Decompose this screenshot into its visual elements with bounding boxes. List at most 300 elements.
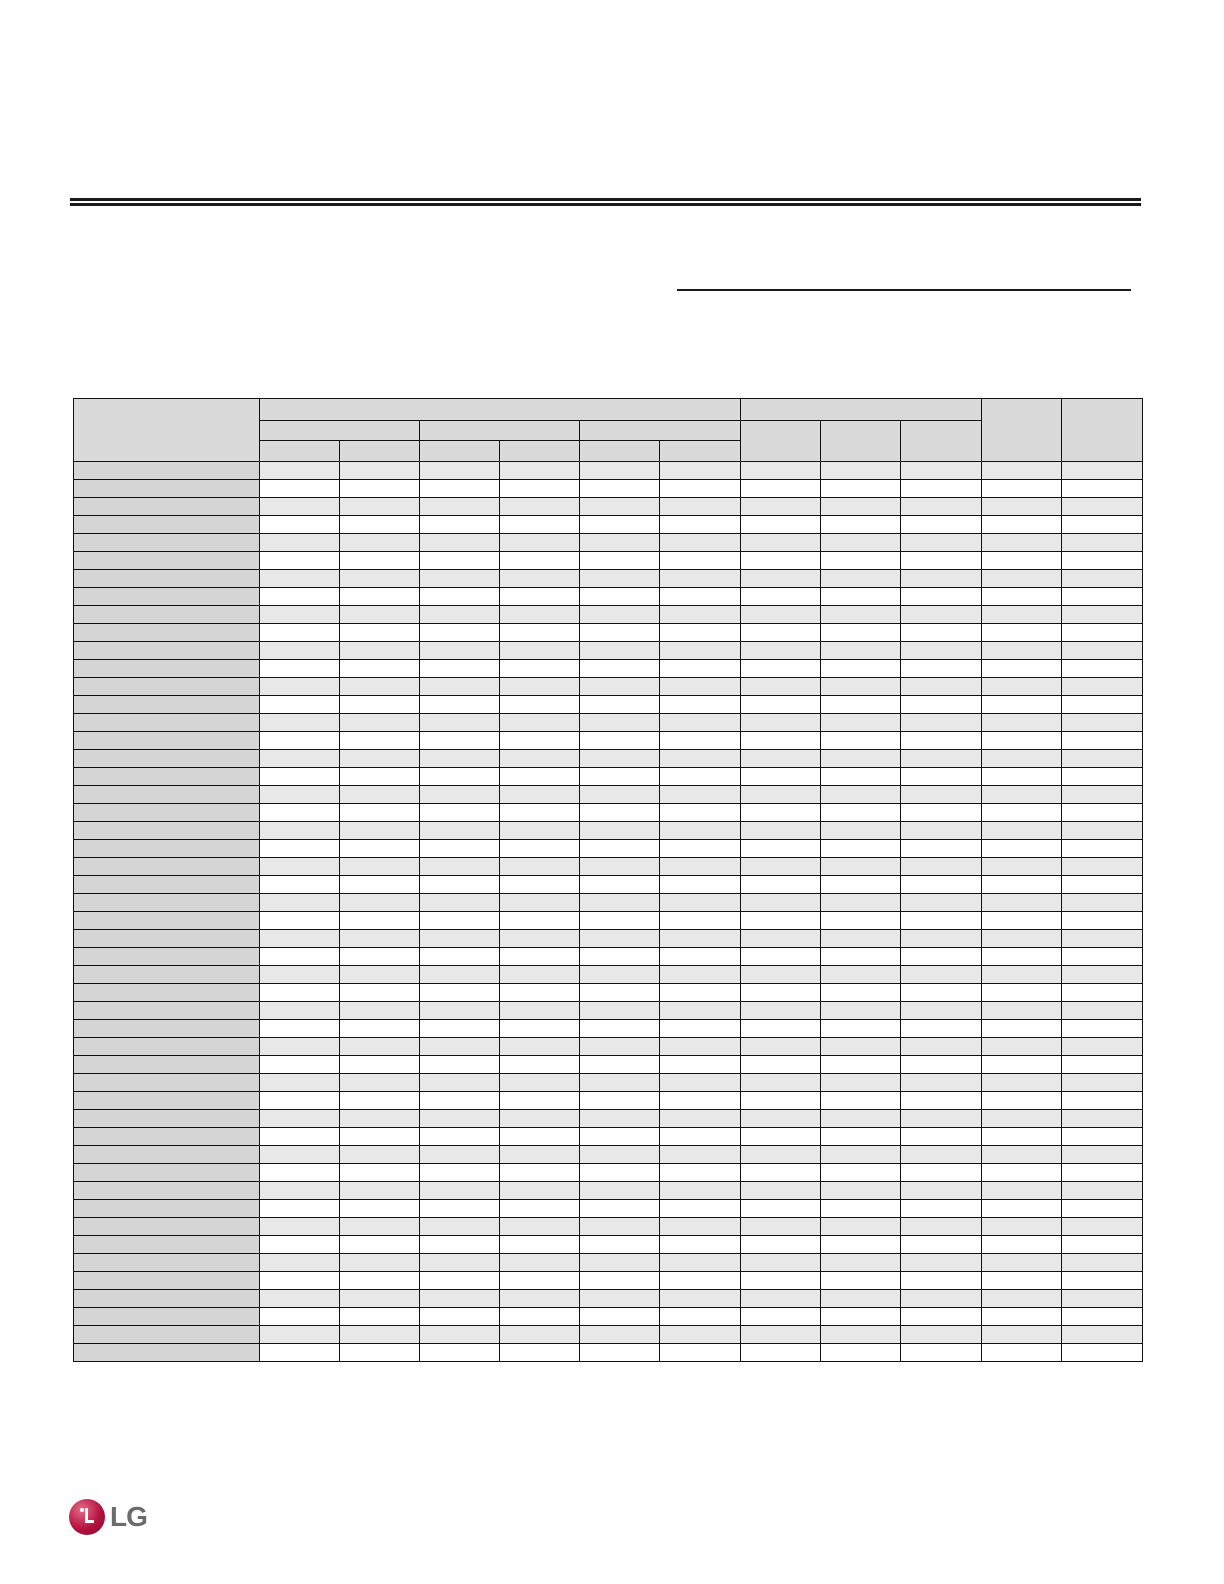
table-cell xyxy=(741,840,821,858)
table-cell xyxy=(420,786,500,804)
table-cell xyxy=(340,642,420,660)
table-cell xyxy=(982,1272,1062,1290)
table-cell xyxy=(500,1236,580,1254)
table-row xyxy=(74,1038,1143,1056)
table-cell xyxy=(821,1200,901,1218)
table-cell xyxy=(901,1002,982,1020)
table-cell xyxy=(741,1308,821,1326)
table-cell xyxy=(741,660,821,678)
table-cell xyxy=(660,768,741,786)
table-cell xyxy=(260,642,340,660)
header-column-9 xyxy=(901,421,982,462)
table-cell xyxy=(580,660,660,678)
table-cell xyxy=(901,876,982,894)
row-label-cell xyxy=(74,480,260,498)
table-cell xyxy=(901,1272,982,1290)
table-cell xyxy=(901,1254,982,1272)
table-cell xyxy=(260,1200,340,1218)
table-cell xyxy=(901,1200,982,1218)
table-cell xyxy=(260,1326,340,1344)
table-cell xyxy=(660,1326,741,1344)
table-cell xyxy=(420,1020,500,1038)
table-cell xyxy=(982,1002,1062,1020)
table-cell xyxy=(821,804,901,822)
table-cell xyxy=(420,840,500,858)
table-cell xyxy=(420,912,500,930)
table-cell xyxy=(340,786,420,804)
table-cell xyxy=(982,858,1062,876)
table-cell xyxy=(580,1182,660,1200)
table-cell xyxy=(260,696,340,714)
table-cell xyxy=(821,966,901,984)
table-cell xyxy=(1062,912,1143,930)
table-cell xyxy=(901,552,982,570)
table-cell xyxy=(1062,624,1143,642)
table-cell xyxy=(420,1038,500,1056)
table-cell xyxy=(260,1290,340,1308)
table-cell xyxy=(821,516,901,534)
table-cell xyxy=(660,876,741,894)
table-cell xyxy=(420,768,500,786)
table-row xyxy=(74,1128,1143,1146)
table-cell xyxy=(420,1092,500,1110)
row-label-cell xyxy=(74,678,260,696)
table-cell xyxy=(420,570,500,588)
table-cell xyxy=(260,948,340,966)
table-cell xyxy=(500,966,580,984)
table-cell xyxy=(660,1110,741,1128)
table-row xyxy=(74,732,1143,750)
table-cell xyxy=(340,912,420,930)
table-cell xyxy=(420,498,500,516)
table-cell xyxy=(1062,714,1143,732)
table-cell xyxy=(660,1290,741,1308)
table-cell xyxy=(580,1128,660,1146)
table-cell xyxy=(1062,804,1143,822)
table-cell xyxy=(821,1326,901,1344)
table-cell xyxy=(821,1218,901,1236)
table-cell xyxy=(660,1038,741,1056)
table-cell xyxy=(741,1146,821,1164)
table-cell xyxy=(260,624,340,642)
table-row xyxy=(74,1218,1143,1236)
table-cell xyxy=(660,1002,741,1020)
table-cell xyxy=(1062,660,1143,678)
table-cell xyxy=(660,966,741,984)
table-row xyxy=(74,498,1143,516)
table-cell xyxy=(741,894,821,912)
row-label-cell xyxy=(74,1128,260,1146)
table-cell xyxy=(660,984,741,1002)
table-cell xyxy=(260,912,340,930)
table-cell xyxy=(982,1056,1062,1074)
table-cell xyxy=(982,1020,1062,1038)
table-cell xyxy=(982,1218,1062,1236)
table-cell xyxy=(340,876,420,894)
table-cell xyxy=(1062,732,1143,750)
table-cell xyxy=(340,1110,420,1128)
table-row xyxy=(74,714,1143,732)
table-cell xyxy=(901,984,982,1002)
header-column-6 xyxy=(660,441,741,462)
table-cell xyxy=(821,1164,901,1182)
table-cell xyxy=(340,1254,420,1272)
table-cell xyxy=(982,966,1062,984)
table-cell xyxy=(982,1290,1062,1308)
table-cell xyxy=(500,624,580,642)
table-cell xyxy=(500,714,580,732)
header-group-left xyxy=(260,399,741,421)
table-cell xyxy=(821,840,901,858)
table-cell xyxy=(340,840,420,858)
row-label-cell xyxy=(74,498,260,516)
table-cell xyxy=(500,1146,580,1164)
row-label-cell xyxy=(74,984,260,1002)
table-row xyxy=(74,768,1143,786)
row-label-cell xyxy=(74,534,260,552)
row-label-cell xyxy=(74,912,260,930)
table-cell xyxy=(741,1218,821,1236)
table-cell xyxy=(580,588,660,606)
table-cell xyxy=(500,750,580,768)
table-cell xyxy=(340,750,420,768)
table-cell xyxy=(1062,1200,1143,1218)
table-cell xyxy=(340,1200,420,1218)
table-cell xyxy=(500,984,580,1002)
table-cell xyxy=(821,1128,901,1146)
table-cell xyxy=(580,678,660,696)
table-cell xyxy=(741,678,821,696)
table-cell xyxy=(821,606,901,624)
row-label-cell xyxy=(74,1218,260,1236)
table-cell xyxy=(580,696,660,714)
table-cell xyxy=(901,714,982,732)
table-cell xyxy=(982,894,1062,912)
table-cell xyxy=(660,714,741,732)
table-cell xyxy=(260,1074,340,1092)
row-label-cell xyxy=(74,714,260,732)
row-label-cell xyxy=(74,1272,260,1290)
table-row xyxy=(74,588,1143,606)
table-cell xyxy=(580,1074,660,1092)
table-cell xyxy=(1062,1344,1143,1362)
table-cell xyxy=(1062,1326,1143,1344)
table-cell xyxy=(500,1326,580,1344)
row-label-cell xyxy=(74,606,260,624)
table-cell xyxy=(660,552,741,570)
table-cell xyxy=(821,1146,901,1164)
table-cell xyxy=(741,1056,821,1074)
table-row xyxy=(74,1326,1143,1344)
table-cell xyxy=(901,1218,982,1236)
table-cell xyxy=(260,1218,340,1236)
table-cell xyxy=(420,750,500,768)
table-cell xyxy=(1062,534,1143,552)
table-cell xyxy=(420,1200,500,1218)
table-cell xyxy=(340,822,420,840)
table-cell xyxy=(260,750,340,768)
table-cell xyxy=(901,858,982,876)
table-cell xyxy=(260,732,340,750)
table-row xyxy=(74,858,1143,876)
table-cell xyxy=(580,768,660,786)
table-cell xyxy=(660,894,741,912)
table-cell xyxy=(580,714,660,732)
table-cell xyxy=(260,1164,340,1182)
table-cell xyxy=(741,1200,821,1218)
table-cell xyxy=(660,678,741,696)
table-cell xyxy=(580,930,660,948)
table-cell xyxy=(580,1110,660,1128)
header-column-2 xyxy=(340,441,420,462)
row-label-cell xyxy=(74,1254,260,1272)
table-cell xyxy=(580,840,660,858)
row-label-cell xyxy=(74,552,260,570)
row-label-cell xyxy=(74,516,260,534)
table-cell xyxy=(420,894,500,912)
table-cell xyxy=(260,1146,340,1164)
row-label-cell xyxy=(74,696,260,714)
table-cell xyxy=(420,1182,500,1200)
table-cell xyxy=(580,948,660,966)
row-label-cell xyxy=(74,462,260,480)
table-cell xyxy=(1062,1020,1143,1038)
row-label-cell xyxy=(74,1056,260,1074)
table-cell xyxy=(340,804,420,822)
table-cell xyxy=(580,498,660,516)
row-label-cell xyxy=(74,1182,260,1200)
table-cell xyxy=(500,516,580,534)
table-cell xyxy=(1062,1290,1143,1308)
table-row xyxy=(74,876,1143,894)
table-cell xyxy=(901,1290,982,1308)
table-cell xyxy=(1062,1128,1143,1146)
table-cell xyxy=(982,516,1062,534)
table-cell xyxy=(500,930,580,948)
row-label-cell xyxy=(74,1146,260,1164)
table-cell xyxy=(982,768,1062,786)
table-cell xyxy=(901,1146,982,1164)
table-cell xyxy=(901,948,982,966)
table-cell xyxy=(901,1020,982,1038)
table-cell xyxy=(1062,894,1143,912)
table-cell xyxy=(982,606,1062,624)
table-cell xyxy=(1062,858,1143,876)
table-cell xyxy=(982,840,1062,858)
table-cell xyxy=(1062,642,1143,660)
header-column-10 xyxy=(982,399,1062,462)
table-cell xyxy=(260,588,340,606)
header-rule-top xyxy=(70,198,1141,201)
table-cell xyxy=(420,1128,500,1146)
table-cell xyxy=(260,1002,340,1020)
table-cell xyxy=(500,1200,580,1218)
row-label-cell xyxy=(74,1326,260,1344)
table-cell xyxy=(660,606,741,624)
table-cell xyxy=(660,660,741,678)
row-label-cell xyxy=(74,804,260,822)
table-cell xyxy=(901,660,982,678)
table-cell xyxy=(420,552,500,570)
table-cell xyxy=(420,534,500,552)
table-cell xyxy=(982,480,1062,498)
table-cell xyxy=(580,624,660,642)
table-cell xyxy=(500,912,580,930)
table-cell xyxy=(420,1308,500,1326)
table-cell xyxy=(821,984,901,1002)
table-cell xyxy=(500,1308,580,1326)
table-cell xyxy=(901,1110,982,1128)
table-cell xyxy=(420,678,500,696)
table-cell xyxy=(901,930,982,948)
table-cell xyxy=(340,552,420,570)
table-cell xyxy=(821,1290,901,1308)
table-cell xyxy=(821,1020,901,1038)
table-cell xyxy=(420,930,500,948)
table-cell xyxy=(901,516,982,534)
table-cell xyxy=(901,588,982,606)
table-cell xyxy=(660,1020,741,1038)
table-cell xyxy=(580,480,660,498)
table-cell xyxy=(500,822,580,840)
table-cell xyxy=(660,822,741,840)
lg-logo xyxy=(69,1497,159,1537)
table-cell xyxy=(580,1290,660,1308)
table-cell xyxy=(741,1236,821,1254)
table-cell xyxy=(660,1344,741,1362)
table-cell xyxy=(982,786,1062,804)
table-cell xyxy=(260,966,340,984)
row-label-cell xyxy=(74,1020,260,1038)
row-label-cell xyxy=(74,1344,260,1362)
table-cell xyxy=(741,624,821,642)
table-row xyxy=(74,750,1143,768)
header-subgroup-3 xyxy=(580,421,741,441)
table-cell xyxy=(260,804,340,822)
table-cell xyxy=(580,750,660,768)
row-label-cell xyxy=(74,786,260,804)
table-cell xyxy=(500,1074,580,1092)
table-cell xyxy=(982,534,1062,552)
header-rule-bottom xyxy=(70,203,1141,206)
table-cell xyxy=(741,642,821,660)
table-cell xyxy=(340,1164,420,1182)
table-cell xyxy=(741,876,821,894)
table-cell xyxy=(660,516,741,534)
table-cell xyxy=(821,1308,901,1326)
table-cell xyxy=(982,1164,1062,1182)
table-cell xyxy=(741,912,821,930)
table-cell xyxy=(741,1038,821,1056)
row-label-cell xyxy=(74,858,260,876)
table-cell xyxy=(660,1146,741,1164)
row-label-cell xyxy=(74,732,260,750)
row-label-cell xyxy=(74,1200,260,1218)
table-cell xyxy=(500,1218,580,1236)
table-cell xyxy=(260,1038,340,1056)
table-row xyxy=(74,480,1143,498)
table-cell xyxy=(260,516,340,534)
table-cell xyxy=(580,1092,660,1110)
table-cell xyxy=(660,1236,741,1254)
table-cell xyxy=(580,1146,660,1164)
table-cell xyxy=(580,1236,660,1254)
table-cell xyxy=(340,1218,420,1236)
header-group-middle xyxy=(741,399,982,421)
table-cell xyxy=(260,786,340,804)
row-label-cell xyxy=(74,840,260,858)
table-cell xyxy=(420,462,500,480)
table-cell xyxy=(660,462,741,480)
table-cell xyxy=(821,786,901,804)
table-cell xyxy=(660,1308,741,1326)
table-cell xyxy=(420,714,500,732)
table-cell xyxy=(741,1110,821,1128)
row-label-cell xyxy=(74,642,260,660)
table-cell xyxy=(741,1272,821,1290)
table-row xyxy=(74,804,1143,822)
lg-face-icon xyxy=(69,1499,105,1535)
table-cell xyxy=(500,552,580,570)
table-cell xyxy=(821,930,901,948)
table-cell xyxy=(340,1146,420,1164)
table-cell xyxy=(500,1254,580,1272)
table-cell xyxy=(500,1344,580,1362)
header-column-3 xyxy=(420,441,500,462)
table-cell xyxy=(741,1074,821,1092)
table-cell xyxy=(660,534,741,552)
table-cell xyxy=(982,822,1062,840)
table-cell xyxy=(982,948,1062,966)
row-label-cell xyxy=(74,1002,260,1020)
table-cell xyxy=(340,1182,420,1200)
table-cell xyxy=(901,534,982,552)
table-cell xyxy=(1062,1272,1143,1290)
table-cell xyxy=(741,768,821,786)
table-cell xyxy=(1062,966,1143,984)
table-cell xyxy=(982,462,1062,480)
table-cell xyxy=(1062,876,1143,894)
table-cell xyxy=(580,786,660,804)
table-cell xyxy=(901,1182,982,1200)
table-cell xyxy=(580,1164,660,1182)
table-cell xyxy=(982,804,1062,822)
table-cell xyxy=(1062,768,1143,786)
table-cell xyxy=(420,1074,500,1092)
table-cell xyxy=(982,1092,1062,1110)
table-cell xyxy=(741,966,821,984)
table-cell xyxy=(340,858,420,876)
table-row xyxy=(74,1074,1143,1092)
table-cell xyxy=(580,1002,660,1020)
table-row xyxy=(74,1056,1143,1074)
table-cell xyxy=(1062,1146,1143,1164)
table-cell xyxy=(500,732,580,750)
table-cell xyxy=(1062,678,1143,696)
table-cell xyxy=(420,858,500,876)
table-cell xyxy=(420,516,500,534)
table-cell xyxy=(500,1164,580,1182)
table-cell xyxy=(982,876,1062,894)
table-cell xyxy=(1062,570,1143,588)
table-cell xyxy=(420,1236,500,1254)
table-cell xyxy=(420,984,500,1002)
table-cell xyxy=(340,948,420,966)
table-cell xyxy=(340,1020,420,1038)
table-cell xyxy=(982,678,1062,696)
table-cell xyxy=(420,1254,500,1272)
table-cell xyxy=(821,552,901,570)
